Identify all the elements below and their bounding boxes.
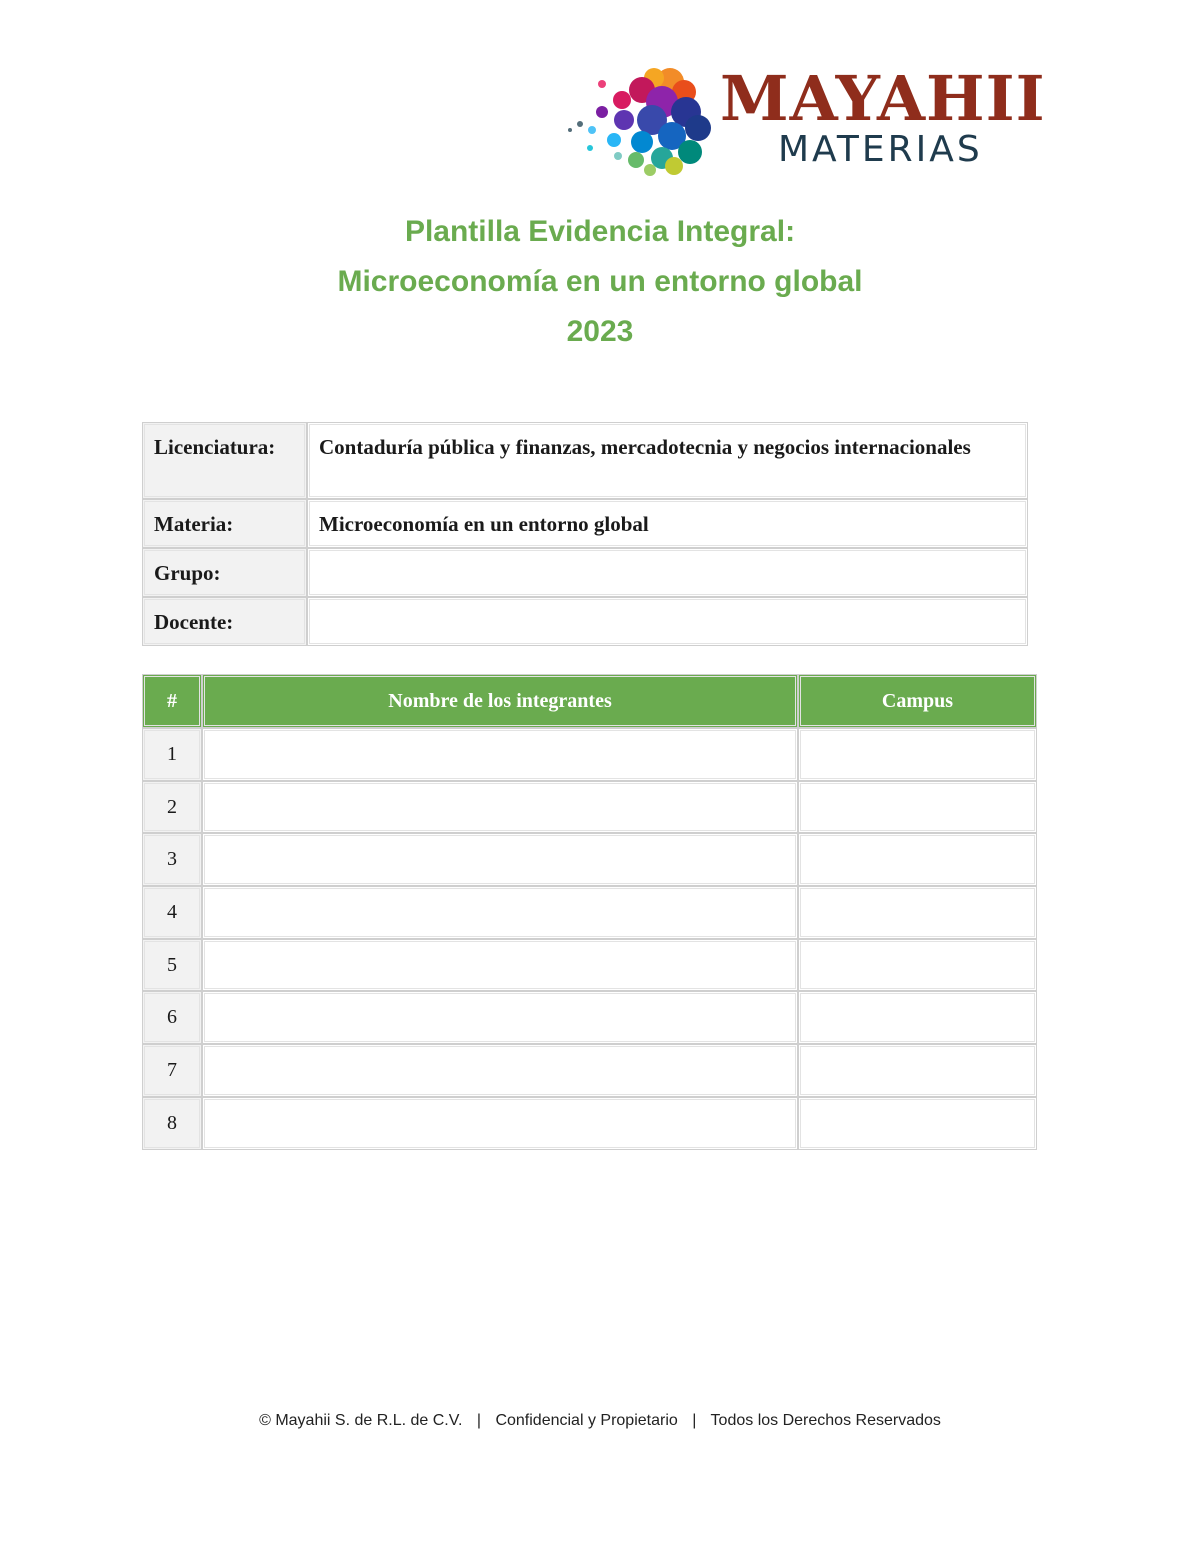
member-campus-cell[interactable] [798,886,1037,939]
page-footer [0,1412,1200,1430]
info-label: Docente: [142,597,307,646]
member-campus-cell[interactable] [798,833,1037,886]
member-name-cell[interactable] [202,991,798,1044]
member-campus-cell[interactable] [798,728,1037,781]
document-title [0,208,1200,358]
column-header-campus: Campus [798,674,1037,728]
member-campus-cell[interactable] [798,991,1037,1044]
table-row [142,991,1037,1044]
member-campus-cell[interactable] [798,781,1037,834]
member-campus-cell[interactable] [798,1044,1037,1097]
footer-separator: | [692,1412,697,1429]
column-header-name: Nombre de los integrantes [202,674,798,728]
members-table [142,674,1037,1150]
table-row [142,1044,1037,1097]
table-row [142,781,1037,834]
table-row [142,1097,1037,1150]
member-name-cell[interactable] [202,1097,798,1150]
info-value[interactable] [307,548,1028,597]
row-number: 5 [142,939,202,992]
info-row-docente [142,597,1028,646]
info-label: Licenciatura: [142,422,307,499]
row-number: 1 [142,728,202,781]
info-value[interactable]: Contaduría pública y finanzas, mercadotecnia y negocios internacionales [307,422,1028,499]
row-number: 6 [142,991,202,1044]
table-row [142,728,1037,781]
member-name-cell[interactable] [202,728,798,781]
footer-rights: Todos los Derechos Reservados [710,1412,941,1429]
title-line-2: Microeconomía en un entorno global [337,265,863,298]
footer-confidential: Confidencial y Propietario [495,1412,678,1429]
footer-copyright: © Mayahii S. de R.L. de C.V. [259,1412,463,1429]
info-label: Materia: [142,499,307,548]
members-header-row [142,674,1037,728]
info-row-materia [142,499,1028,548]
info-row-grupo [142,548,1028,597]
footer-separator: | [476,1412,481,1429]
mayahii-materias-logo [562,62,1052,180]
info-value[interactable]: Microeconomía en un entorno global [307,499,1028,548]
member-campus-cell[interactable] [798,1097,1037,1150]
member-campus-cell[interactable] [798,939,1037,992]
title-year: 2023 [566,315,634,348]
member-name-cell[interactable] [202,781,798,834]
member-name-cell[interactable] [202,939,798,992]
title-line-1: Plantilla Evidencia Integral: [404,215,796,248]
column-header-number: # [142,674,202,728]
row-number: 3 [142,833,202,886]
member-name-cell[interactable] [202,1044,798,1097]
row-number: 8 [142,1097,202,1150]
logo-wordmark: MAYAHII [720,62,1046,135]
table-row [142,939,1037,992]
table-row [142,833,1037,886]
info-label: Grupo: [142,548,307,597]
member-name-cell[interactable] [202,886,798,939]
info-value[interactable] [307,597,1028,646]
row-number: 2 [142,781,202,834]
table-row [142,886,1037,939]
info-row-licenciatura [142,422,1028,499]
member-name-cell[interactable] [202,833,798,886]
row-number: 7 [142,1044,202,1097]
head-silhouette-icon [562,62,722,180]
logo-subtitle: MATERIAS [778,129,983,170]
row-number: 4 [142,886,202,939]
course-info-table [142,422,1028,646]
